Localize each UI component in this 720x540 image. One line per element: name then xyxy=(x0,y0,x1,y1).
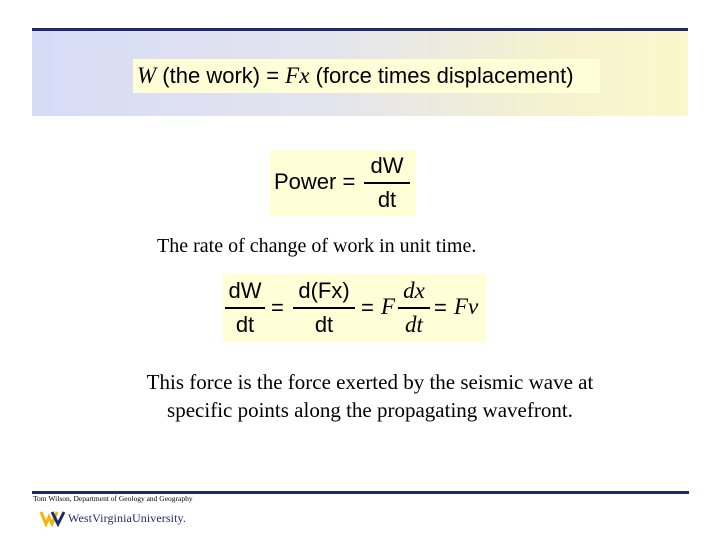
dfx-dt-fraction xyxy=(293,278,355,338)
power-fraction xyxy=(364,153,410,213)
dfx-numerator: d(Fx) xyxy=(298,278,350,303)
caption-force-line2: specific points along the propagating wavefront. xyxy=(167,398,573,422)
fraction-bar xyxy=(364,182,410,184)
work-text: (the work) = xyxy=(162,63,286,88)
force-velocity-symbol: Fv xyxy=(454,294,479,319)
work-explanation: (force times displacement) xyxy=(315,63,574,88)
dw-dt-fraction xyxy=(225,278,265,338)
power-lhs: Power = xyxy=(274,169,356,194)
dw-numerator: dW xyxy=(228,278,262,303)
dx-dt-fraction xyxy=(398,278,430,338)
fraction-bar xyxy=(398,307,430,309)
dx-numerator: dx xyxy=(403,278,425,303)
caption-force-line1: This force is the force exerted by the seismic wave at xyxy=(146,370,594,394)
force-displacement-symbol: Fx xyxy=(285,63,310,88)
work-symbol: W xyxy=(137,63,157,88)
caption-force xyxy=(0,368,720,424)
fraction-bar xyxy=(293,307,355,309)
derivative-equation xyxy=(223,274,486,342)
footer-credit: Tom Wilson, Department of Geology and Geography xyxy=(33,494,193,503)
logo-text: WestVirginiaUniversity. xyxy=(68,510,186,525)
caption-rate: The rate of change of work in unit time. xyxy=(157,235,477,257)
dt-denominator: dt xyxy=(405,311,423,337)
dt-denominator: dt xyxy=(314,311,334,337)
power-denominator: dt xyxy=(377,186,397,212)
fraction-bar xyxy=(225,307,265,309)
wv-logo-icon xyxy=(40,509,66,527)
dt-denominator: dt xyxy=(235,311,255,337)
work-equation xyxy=(133,59,600,93)
equals-sign: = xyxy=(361,295,374,320)
university-logo xyxy=(40,507,186,529)
equals-sign: = xyxy=(434,295,447,320)
power-numerator: dW xyxy=(370,153,404,178)
force-symbol: F xyxy=(381,294,396,319)
power-equation xyxy=(270,150,416,216)
equals-sign: = xyxy=(271,295,284,320)
